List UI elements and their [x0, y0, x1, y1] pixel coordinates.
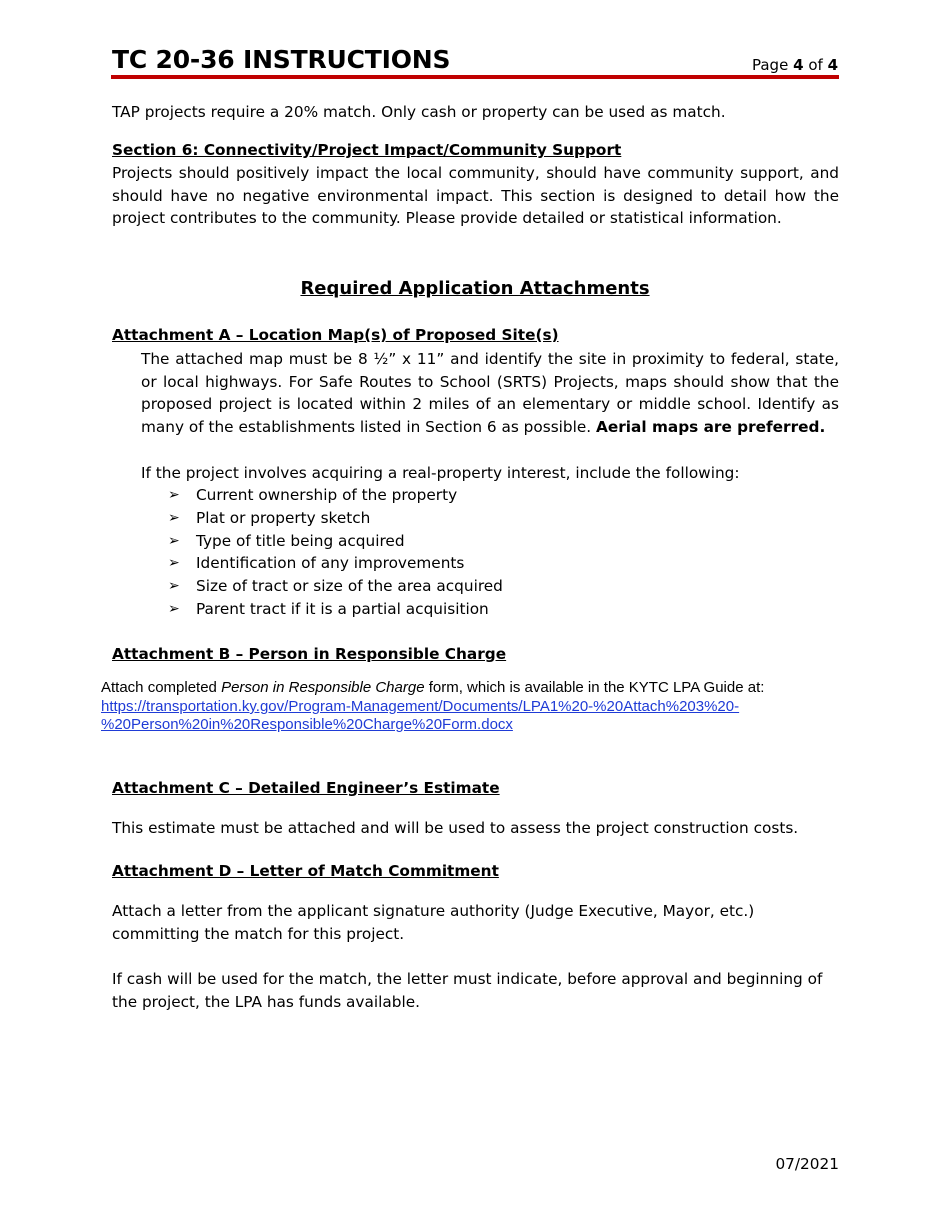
page-total: 4 [827, 56, 838, 74]
arrow-bullet-icon: ➢ [168, 600, 180, 617]
arrow-bullet-icon: ➢ [168, 487, 180, 503]
tap-note: TAP projects require a 20% match. Only cash or property can be used as match. [112, 103, 726, 121]
page-of: of [808, 56, 823, 74]
lpa-guide-link-line1[interactable]: https://transportation.ky.gov/Program-Management/Documents/LPA1%20-%20Attach%203%20- [101, 698, 740, 715]
attachment-a-body [141, 348, 839, 438]
section6-heading: Section 6: Connectivity/Project Impact/Community Support [112, 141, 622, 159]
attachment-a-list-intro: If the project involves acquiring a real-property interest, include the following: [141, 464, 740, 482]
lpa-guide-link-line2[interactable]: %20Person%20in%20Responsible%20Charge%20Form.docx [101, 716, 513, 733]
arrow-bullet-icon: ➢ [168, 555, 180, 572]
attachment-d-para2: If cash will be used for the match, the letter must indicate, before approval and beginning of the project, the LPA has funds available. [112, 970, 823, 1011]
attachment-c-body: This estimate must be attached and will be used to assess the project construction costs. [112, 819, 799, 837]
arrow-bullet-icon: ➢ [168, 509, 180, 526]
attachment-c-heading: Attachment C – Detailed Engineer’s Estimate [112, 779, 500, 797]
list-item: ➢ Plat or property sketch [168, 507, 768, 530]
attachments-heading: Required Application Attachments [300, 278, 650, 299]
list-item: ➢ Size of tract or size of the area acquired [168, 575, 768, 598]
arrow-bullet-icon: ➢ [168, 578, 180, 595]
attachment-a-heading: Attachment A – Location Map(s) of Proposed Site(s) [112, 326, 559, 344]
footer-date: 07/2021 [775, 1155, 839, 1173]
attachment-a-body-text: The attached map must be 8 ½” x 11” and identify the site in proximity to federal, state, or local highways. For Safe Routes to School (SRTS) Projects, maps should show that the proposed project is located within 2 miles of an elementary or middle school. Identify as many of the establishments listed in Section 6 as possible. [141, 350, 839, 436]
form-name: Person in Responsible Charge [221, 679, 425, 696]
list-item: ➢ Type of title being acquired [168, 530, 768, 553]
attachment-d-heading: Attachment D – Letter of Match Commitment [112, 862, 499, 880]
attachment-a-body-bold: Aerial maps are preferred. [596, 417, 826, 436]
attachment-a-list [168, 484, 768, 621]
page-current: 4 [793, 56, 804, 74]
page-number [752, 56, 838, 74]
arrow-bullet-icon: ➢ [168, 532, 180, 549]
section6-body: Projects should positively impact the local community, should have community support, and should have no negative environmental impact. This section is designed to detail how the project contributes to the community. Please provide detailed or statistical information. [112, 164, 839, 227]
page-title: TC 20-36 INSTRUCTIONS [112, 45, 451, 74]
attachment-b-text: Attach completed Person in Responsible Charge form, which is available in the KYTC LPA Guide at: [101, 679, 765, 696]
list-item: ➢ Parent tract if it is a partial acquisition [168, 598, 768, 621]
page-label: Page [751, 56, 789, 74]
list-item: ➢ Current ownership of the property [168, 484, 768, 507]
attachment-b-heading: Attachment B – Person in Responsible Charge [112, 645, 507, 663]
lpa-guide-link[interactable] [101, 698, 841, 734]
attachment-d-para1: Attach a letter from the applicant signature authority (Judge Executive, Mayor, etc.) committing the match for this project. [112, 902, 755, 943]
list-item: ➢ Identification of any improvements [168, 552, 768, 575]
header-rule [111, 75, 839, 79]
